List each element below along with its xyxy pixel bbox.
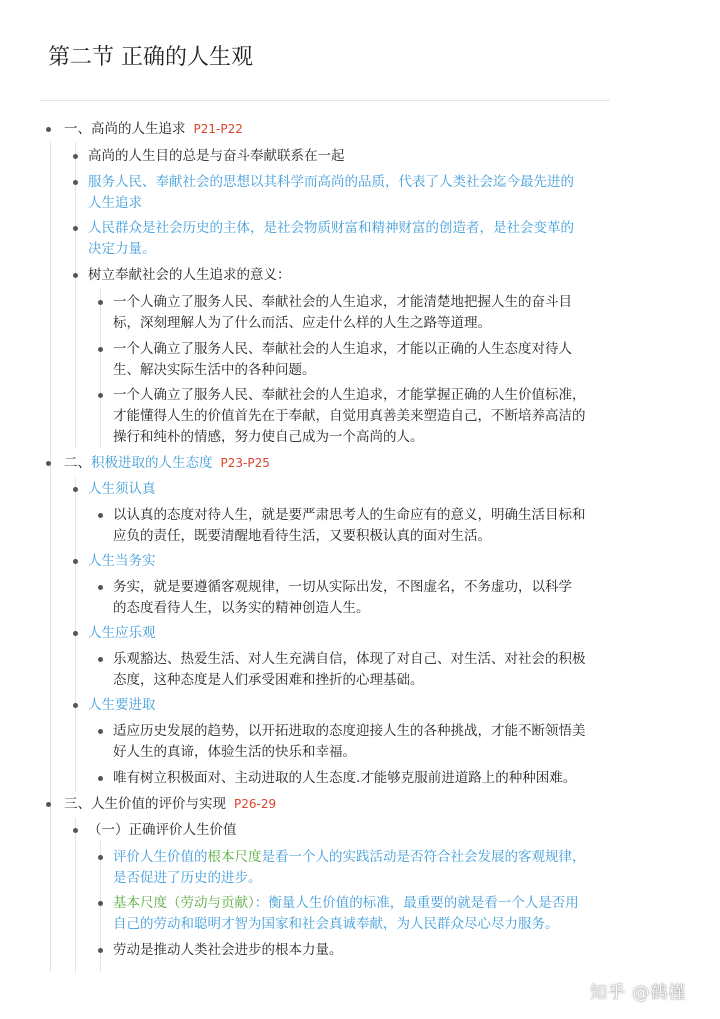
item-text: 以认真的态度对待人生，就是要严肃思考人的生命应有的意义，明确生活目标和: [113, 507, 586, 523]
item-text: ：衡量人生价值的标准，最重要的就是看一个人是否用: [254, 895, 579, 911]
item-text-highlight: 基本尺度（劳动与贡献）: [113, 895, 255, 911]
item-text: 是看一个人的实践活动是否符合社会发展的客观规律，: [261, 849, 586, 865]
list-item-continued: [113, 913, 559, 936]
list-item-continued: [113, 359, 316, 382]
item-text: 评价人生价值的: [113, 849, 208, 865]
item-text: 决定力量。: [88, 241, 156, 257]
bullet-icon: [98, 393, 103, 398]
item-text: 人生当务实: [88, 553, 156, 569]
item-text: 人生要进取: [88, 697, 156, 713]
section-heading: 一、高尚的人生追求: [64, 121, 186, 137]
list-item-continued: [88, 238, 156, 261]
item-text: 才能懂得人生的价值首先在于奉献，自觉用真善美来塑造自己，不断培养高洁的: [113, 408, 586, 424]
item-text: 自己的劳动和聪明才智为国家和社会真诚奉献，为人民群众尽心尽力服务。: [113, 916, 559, 932]
item-text: 唯有树立积极面对、主动进取的人生态度.才能够克服前进道路上的种种困难。: [113, 770, 577, 786]
item-text: 标，深刻理解人为了什么而活、应走什么样的人生之路等道理。: [113, 315, 491, 331]
bullet-icon: [98, 300, 103, 305]
bullet-icon: [73, 703, 78, 708]
item-text: 态度，这种态度是人们承受困难和挫折的心理基础。: [113, 672, 424, 688]
section-heading: 积极进取的人生态度: [91, 455, 213, 471]
page-ref: P23-P25: [220, 456, 270, 470]
item-text: 应负的责任，既要清醒地看待生活，又要积极认真的面对生活。: [113, 528, 491, 544]
bullet-icon: [98, 948, 103, 953]
item-text: 高尚的人生目的总是与奋斗奉献联系在一起: [88, 148, 345, 164]
item-text: 人民群众是社会历史的主体，是社会物质财富和精神财富的创造者，是社会变革的: [88, 220, 574, 236]
bullet-icon: [73, 487, 78, 492]
bullet-icon: [73, 180, 78, 185]
bullet-icon: [46, 802, 51, 807]
list-item-continued: [113, 426, 424, 449]
list-item-continued: [88, 192, 142, 215]
item-text: 劳动是推动人类社会进步的根本力量。: [113, 942, 343, 958]
item-text-highlight: 根本尺度: [207, 849, 262, 865]
title-divider: [40, 100, 610, 101]
bullet-icon: [98, 776, 103, 781]
indent-guide: [50, 142, 51, 972]
item-text: 好人生的真谛，体验生活的快乐和幸福。: [113, 744, 356, 760]
list-item-continued: [113, 597, 370, 620]
item-text: 人生须认真: [88, 481, 156, 497]
list-item-continued: [113, 312, 491, 335]
bullet-icon: [46, 127, 51, 132]
item-text: 人生应乐观: [88, 625, 156, 641]
item-text: 人生追求: [88, 195, 142, 211]
item-text: 乐观豁达、热爱生活、对人生充满自信，体现了对自己、对生活、对社会的积极: [113, 651, 586, 667]
item-text: 生、解决实际生活中的各种问题。: [113, 362, 316, 378]
bullet-icon: [73, 226, 78, 231]
item-text: （一）正确评价人生价值: [88, 822, 237, 838]
item-text: 的态度看待人生，以务实的精神创造人生。: [113, 600, 370, 616]
bullet-icon: [98, 347, 103, 352]
item-text: 一个人确立了服务人民、奉献社会的人生追求，才能以正确的人生态度对待人: [113, 341, 572, 357]
bullet-icon: [98, 657, 103, 662]
page-ref: P21-P22: [193, 122, 243, 136]
list-item-continued: [113, 867, 262, 890]
page-ref: P26-29: [234, 797, 277, 811]
list-item-continued: [113, 525, 491, 548]
item-text: 务实，就是要遵循客观规律，一切从实际出发，不图虚名，不务虚功，以科学: [113, 579, 572, 595]
watermark: 知乎 @鹤槿: [590, 983, 687, 1003]
item-text: 适应历史发展的趋势，以开拓进取的态度迎接人生的各种挑战，才能不断领悟美: [113, 723, 586, 739]
page-title: 第二节 正确的人生观: [48, 45, 253, 70]
item-text: 一个人确立了服务人民、奉献社会的人生追求，才能掌握正确的人生价值标准，: [113, 387, 586, 403]
bullet-icon: [98, 901, 103, 906]
indent-guide: [100, 288, 101, 448]
list-item-continued: [113, 741, 356, 764]
list-item-continued: [113, 405, 586, 428]
bullet-icon: [73, 559, 78, 564]
item-text: 一个人确立了服务人民、奉献社会的人生追求，才能清楚地把握人生的奋斗目: [113, 294, 572, 310]
bullet-icon: [73, 828, 78, 833]
section-prefix: 二、: [64, 455, 91, 471]
bullet-icon: [46, 461, 51, 466]
section-heading: 三、人生价值的评价与实现: [64, 796, 226, 812]
bullet-icon: [98, 729, 103, 734]
item-text: 操行和纯朴的情感，努力使自己成为一个高尚的人。: [113, 429, 424, 445]
bullet-icon: [98, 855, 103, 860]
indent-guide: [75, 142, 76, 447]
bullet-icon: [98, 585, 103, 590]
item-text: 是否促进了历史的进步。: [113, 870, 262, 886]
list-item-continued: [113, 669, 424, 692]
bullet-icon: [73, 631, 78, 636]
bullet-icon: [73, 154, 78, 159]
bullet-icon: [98, 513, 103, 518]
indent-guide: [75, 818, 76, 973]
item-text: 服务人民、奉献社会的思想以其科学而高尚的品质，代表了人类社会迄今最先进的: [88, 174, 574, 190]
item-text: 树立奉献社会的人生追求的意义：: [88, 267, 291, 283]
bullet-icon: [73, 273, 78, 278]
